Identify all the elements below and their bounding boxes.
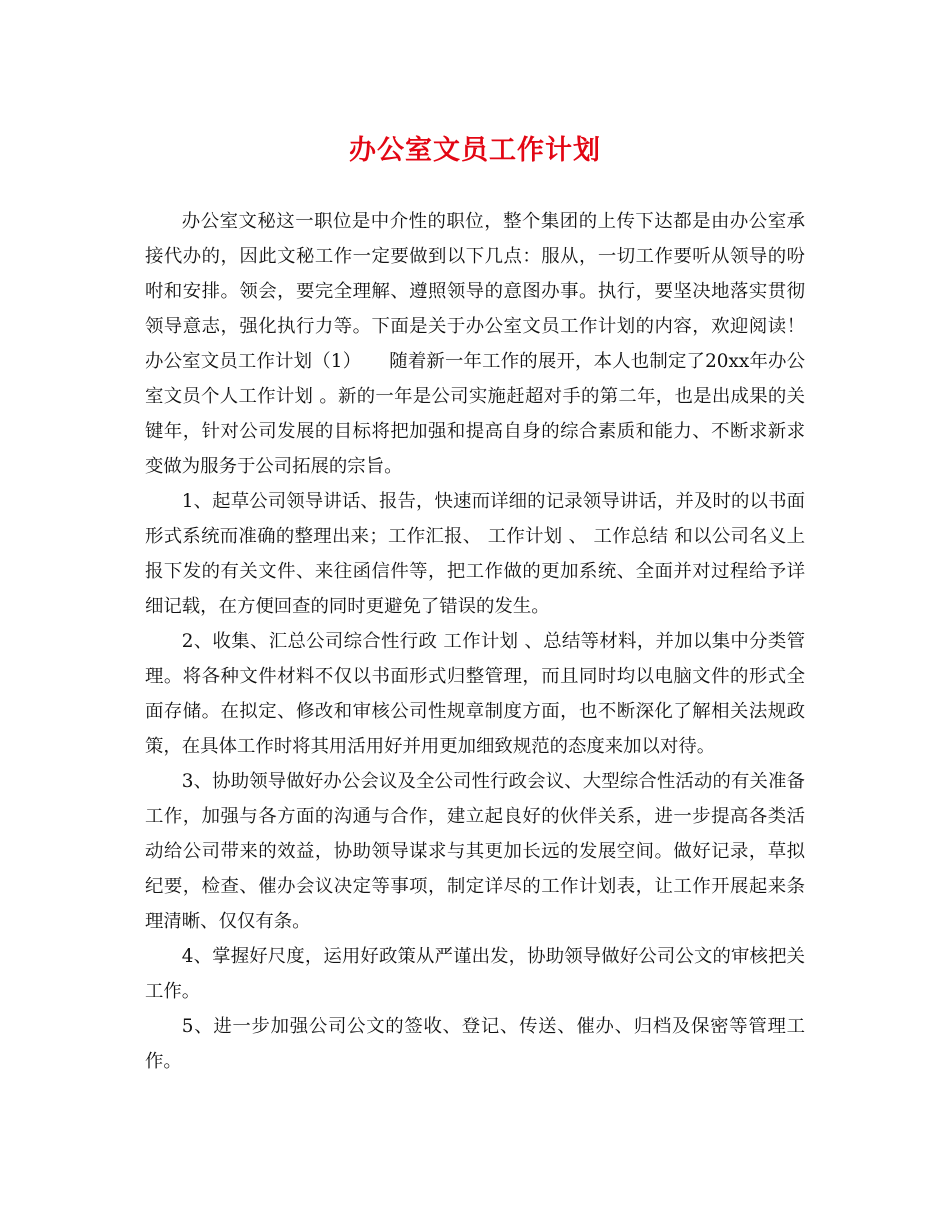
item-paragraph-4: 4、掌握好尺度，运用好政策从严谨出发，协助领导做好公司公文的审核把关工作。 [145, 946, 805, 1002]
item-paragraph-2: 2、收集、汇总公司综合性行政 工作计划 、总结等材料，并加以集中分类管理。将各种文件材料不仅以书面形式归整管理，而且同时均以电脑文件的形式全面存储。在拟定、修改和审核公司性规章制度方面，也不断深化了解相关法规政策，在具体工作时将其用活用好并用更加细致规范的态度来加以对待。 [145, 631, 805, 757]
item-paragraph-1: 1、起草公司领导讲话、报告，快速而详细的记录领导讲话，并及时的以书面形式系统而准确的整理出来；工作汇报、 工作计划 、 工作总结 和以公司名义上报下发的有关文件、来往函信件等，把工作做的更加系统、全面并对过程给予详细记载，在方便回查的同时更避免了错误的发生。 [145, 491, 805, 617]
item-paragraph-5: 5、进一步加强公司公文的签收、登记、传送、催办、归档及保密等管理工作。 [145, 1016, 805, 1072]
document-title: 办公室文员工作计划 [349, 135, 601, 166]
item-paragraph-3: 3、协助领导做好办公会议及全公司性行政会议、大型综合性活动的有关准备工作，加强与各方面的沟通与合作，建立起良好的伙伴关系，进一步提高各类活动给公司带来的效益，协助领导谋求与其更加长远的发展空间。做好记录，草拟纪要，检查、催办会议决定等事项，制定详尽的工作计划表，让工作开展起来条理清晰、仅仅有条。 [145, 771, 805, 932]
document-body [145, 204, 805, 1079]
intro-paragraph: 办公室文秘这一职位是中介性的职位，整个集团的上传下达都是由办公室承接代办的，因此文秘工作一定要做到以下几点：服从，一切工作要听从领导的吩咐和安排。领会，要完全理解、遵照领导的意图办事。执行，要坚决地落实贯彻领导意志，强化执行力等。下面是关于办公室文员工作计划的内容，欢迎阅读！办公室文员工作计划（1） 随着新一年工作的展开，本人也制定了20xx年办公室文员个人工作计划 。新的一年是公司实施赶超对手的第二年，也是出成果的关键年，针对公司发展的目标将把加强和提高自身的综合素质和能力、不断求新求变做为服务于公司拓展的宗旨。 [145, 211, 805, 477]
